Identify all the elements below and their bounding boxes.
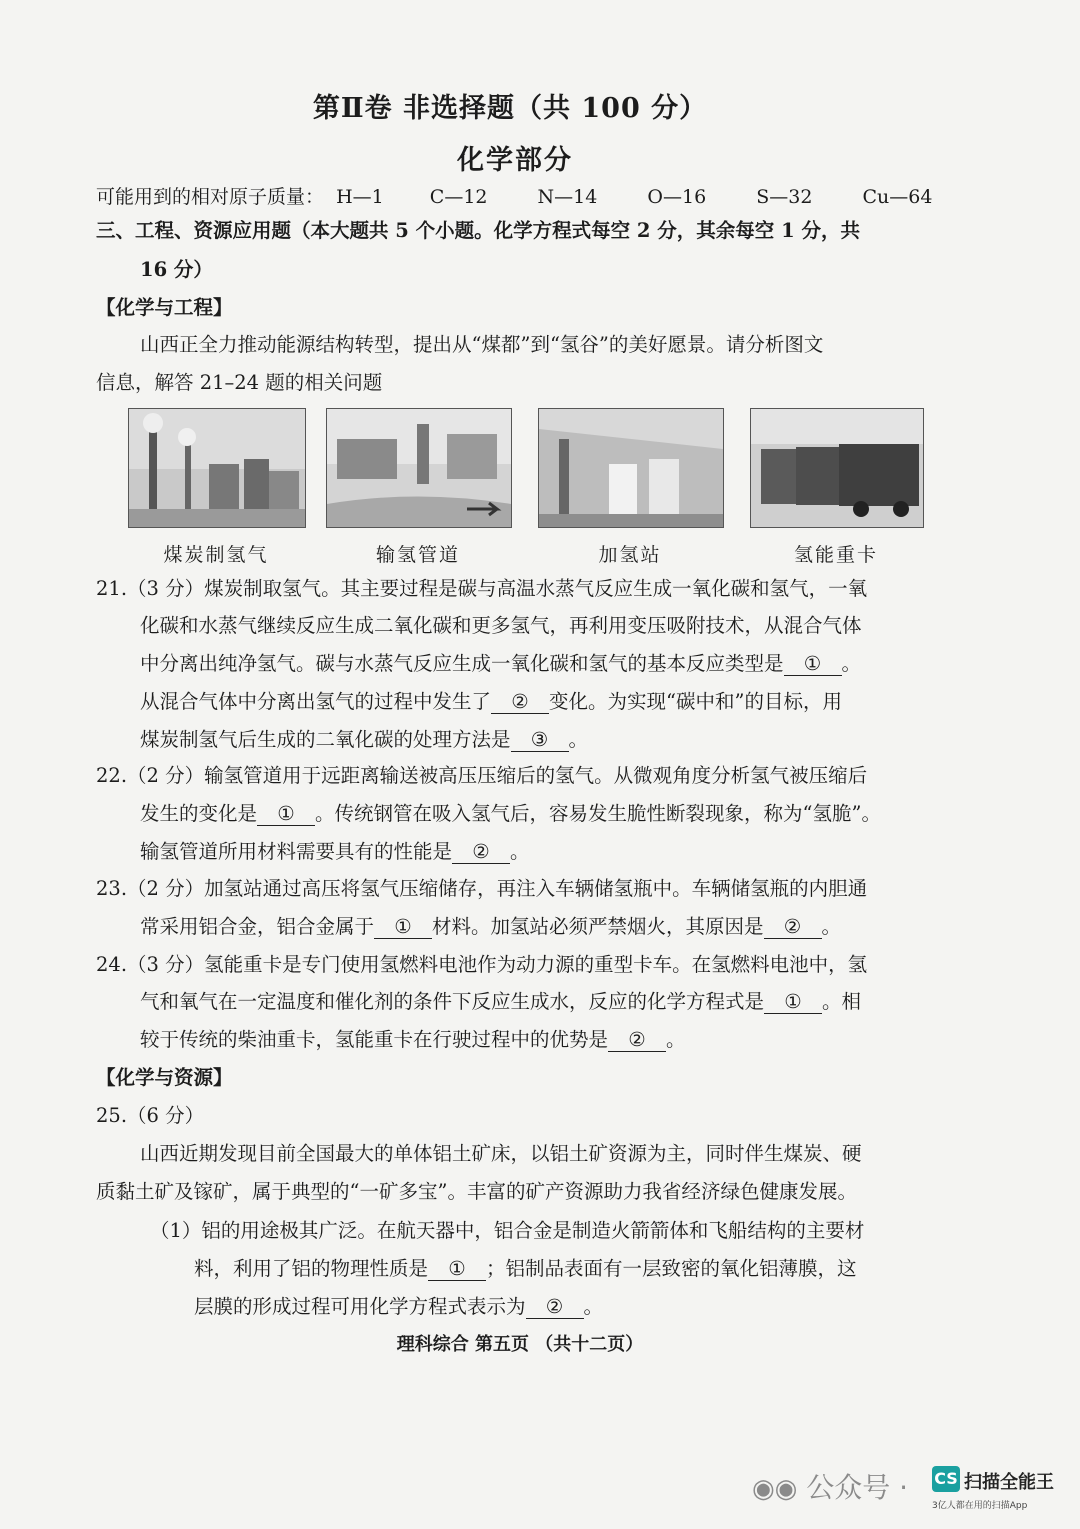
mass-n: N—14 bbox=[537, 186, 598, 208]
section-heading: 三、工程、资源应用题（本大题共 5 个小题。化学方程式每空 2 分，其余每空 1 分，共 bbox=[96, 219, 860, 242]
caption-truck: 氢能重卡 bbox=[793, 544, 878, 566]
section-subtitle: 化学部分 bbox=[457, 145, 573, 176]
q24-text: 较于传统的柴油重卡，氢能重卡在行驶过程中的优势是 bbox=[140, 1028, 609, 1051]
q22-text: 输氢管道所用材料需要具有的性能是 bbox=[140, 840, 453, 863]
mass-c: C—12 bbox=[429, 186, 488, 208]
q23-text: 。 bbox=[821, 915, 842, 938]
q25-text: 料，利用了铝的物理性质是 bbox=[194, 1257, 429, 1280]
q21-blank-3[interactable]: ③ bbox=[511, 729, 569, 752]
q24-line2 bbox=[140, 988, 861, 1016]
q21-text: 。 bbox=[841, 652, 862, 675]
intro-text-cont: 信息，解答 21–24 题的相关问题 bbox=[96, 371, 383, 394]
hydrogen-truck-photo bbox=[750, 408, 924, 528]
q21-line2: 化碳和水蒸气继续反应生成二氧化碳和更多氢气，再利用变压吸附技术，从混合气体 bbox=[140, 614, 862, 637]
mass-s: S—32 bbox=[756, 186, 813, 208]
q23-blank-1[interactable]: ① bbox=[374, 916, 432, 939]
q25-sub1-line2 bbox=[194, 1255, 857, 1283]
q23-blank-2[interactable]: ② bbox=[764, 916, 822, 939]
q22-line1: 22.（2 分）输氢管道用于远距离输送被高压压缩后的氢气。从微观角度分析氢气被压缩后 bbox=[96, 764, 868, 787]
q21-text: 。 bbox=[568, 728, 589, 751]
q24-text: 气和氧气在一定温度和催化剂的条件下反应生成水，反应的化学方程式是 bbox=[140, 990, 765, 1013]
subsection-engineering: 【化学与工程】 bbox=[96, 296, 233, 319]
camscanner-logo bbox=[932, 1466, 1058, 1520]
q25-sub1-line3 bbox=[194, 1293, 603, 1321]
q21-text: 从混合气体中分离出氢气的过程中发生了 bbox=[140, 690, 492, 713]
q21-line3 bbox=[140, 650, 861, 678]
q21-line1: 21.（3 分）煤炭制取氢气。其主要过程是碳与高温水蒸气反应生成一氧化碳和氢气，一氧 bbox=[96, 577, 868, 600]
q25-blank-2[interactable]: ② bbox=[526, 1296, 584, 1319]
atomic-masses-label: 可能用到的相对原子质量： bbox=[96, 186, 325, 208]
q25-text: ；铝制品表面有一层致密的氧化铝薄膜，这 bbox=[486, 1257, 857, 1280]
q24-line1: 24.（3 分）氢能重卡是专门使用氢燃料电池作为动力源的重型卡车。在氢燃料电池中，氢 bbox=[96, 953, 868, 976]
subsection-resources: 【化学与资源】 bbox=[96, 1066, 233, 1089]
q22-text: 。传统钢管在吸入氢气后，容易发生脆性断裂现象，称为“氢脆”。 bbox=[315, 802, 881, 825]
q21-text: 中分离出纯净氢气。碳与水蒸气反应生成一氧化碳和氢气的基本反应类型是 bbox=[140, 652, 784, 675]
q21-blank-2[interactable]: ② bbox=[491, 691, 549, 714]
cs-app-tagline: 3亿人都在用的扫描App bbox=[932, 1501, 1028, 1511]
q22-blank-1[interactable]: ① bbox=[257, 803, 315, 826]
q25-para1: 山西近期发现目前全国最大的单体铝土矿床，以铝土矿资源为主，同时伴生煤炭、硬 bbox=[140, 1142, 862, 1165]
caption-station: 加氢站 bbox=[598, 544, 662, 566]
q22-line2 bbox=[140, 800, 881, 828]
q21-text: 煤炭制氢气后生成的二氧化碳的处理方法是 bbox=[140, 728, 511, 751]
atomic-masses-line bbox=[96, 182, 932, 209]
q22-text: 。 bbox=[510, 840, 530, 863]
q21-text: 变化。为实现“碳中和”的目标，用 bbox=[549, 690, 842, 713]
q24-line3 bbox=[140, 1026, 686, 1054]
caption-coal: 煤炭制氢气 bbox=[163, 544, 269, 566]
caption-pipeline: 输氢管道 bbox=[375, 544, 460, 566]
q24-blank-1[interactable]: ① bbox=[764, 991, 822, 1014]
q25-text: 。 bbox=[583, 1295, 604, 1318]
page-title: 第Ⅱ卷 非选择题（共 100 分） bbox=[312, 93, 708, 124]
q25-text: 层膜的形成过程可用化学方程式表示为 bbox=[194, 1295, 526, 1318]
q21-line4 bbox=[140, 688, 842, 716]
section-heading-cont: 16 分） bbox=[140, 258, 213, 281]
q21-blank-1[interactable]: ① bbox=[784, 653, 842, 676]
q22-line3 bbox=[140, 838, 530, 866]
wechat-icon: ◉◉ bbox=[752, 1474, 798, 1504]
q23-text: 材料。加氢站必须严禁烟火，其原因是 bbox=[432, 915, 764, 938]
q25-blank-1[interactable]: ① bbox=[428, 1258, 486, 1281]
q23-text: 常采用铝合金，铝合金属于 bbox=[140, 915, 375, 938]
q23-line2 bbox=[140, 913, 841, 941]
intro-text: 山西正全力推动能源结构转型，提出从“煤都”到“氢谷”的美好愿景。请分析图文 bbox=[140, 333, 824, 356]
hydrogen-station-photo bbox=[538, 408, 724, 528]
q24-blank-2[interactable]: ② bbox=[608, 1029, 666, 1052]
cs-app-name: 扫描全能王 bbox=[964, 1472, 1054, 1493]
q24-text: 。相 bbox=[822, 990, 862, 1013]
q22-text: 发生的变化是 bbox=[140, 802, 258, 825]
q25-para2: 质黏土矿及镓矿，属于典型的“一矿多宝”。丰富的矿产资源助力我省经济绿色健康发展。 bbox=[96, 1180, 857, 1203]
watermark-text: 公众号 · bbox=[806, 1471, 909, 1504]
mass-h: H—1 bbox=[336, 186, 384, 208]
mass-o: O—16 bbox=[647, 186, 707, 208]
mass-cu: Cu—64 bbox=[862, 186, 933, 208]
q25-head: 25.（6 分） bbox=[96, 1104, 205, 1127]
q24-text: 。 bbox=[666, 1028, 686, 1051]
wechat-watermark bbox=[752, 1466, 908, 1506]
page-footer: 理科综合 第五页 （共十二页） bbox=[396, 1334, 644, 1355]
q25-sub1-line1: （1）铝的用途极其广泛。在航天器中，铝合金是制造火箭箭体和飞船结构的主要材 bbox=[150, 1219, 865, 1242]
coal-hydrogen-photo bbox=[128, 408, 306, 528]
q23-line1: 23.（2 分）加氢站通过高压将氢气压缩储存，再注入车辆储氢瓶中。车辆储氢瓶的内胆通 bbox=[96, 877, 868, 900]
cs-badge-icon: CS bbox=[932, 1466, 960, 1492]
q21-line5 bbox=[140, 726, 588, 754]
q22-blank-2[interactable]: ② bbox=[452, 841, 510, 864]
pipeline-photo bbox=[326, 408, 512, 528]
